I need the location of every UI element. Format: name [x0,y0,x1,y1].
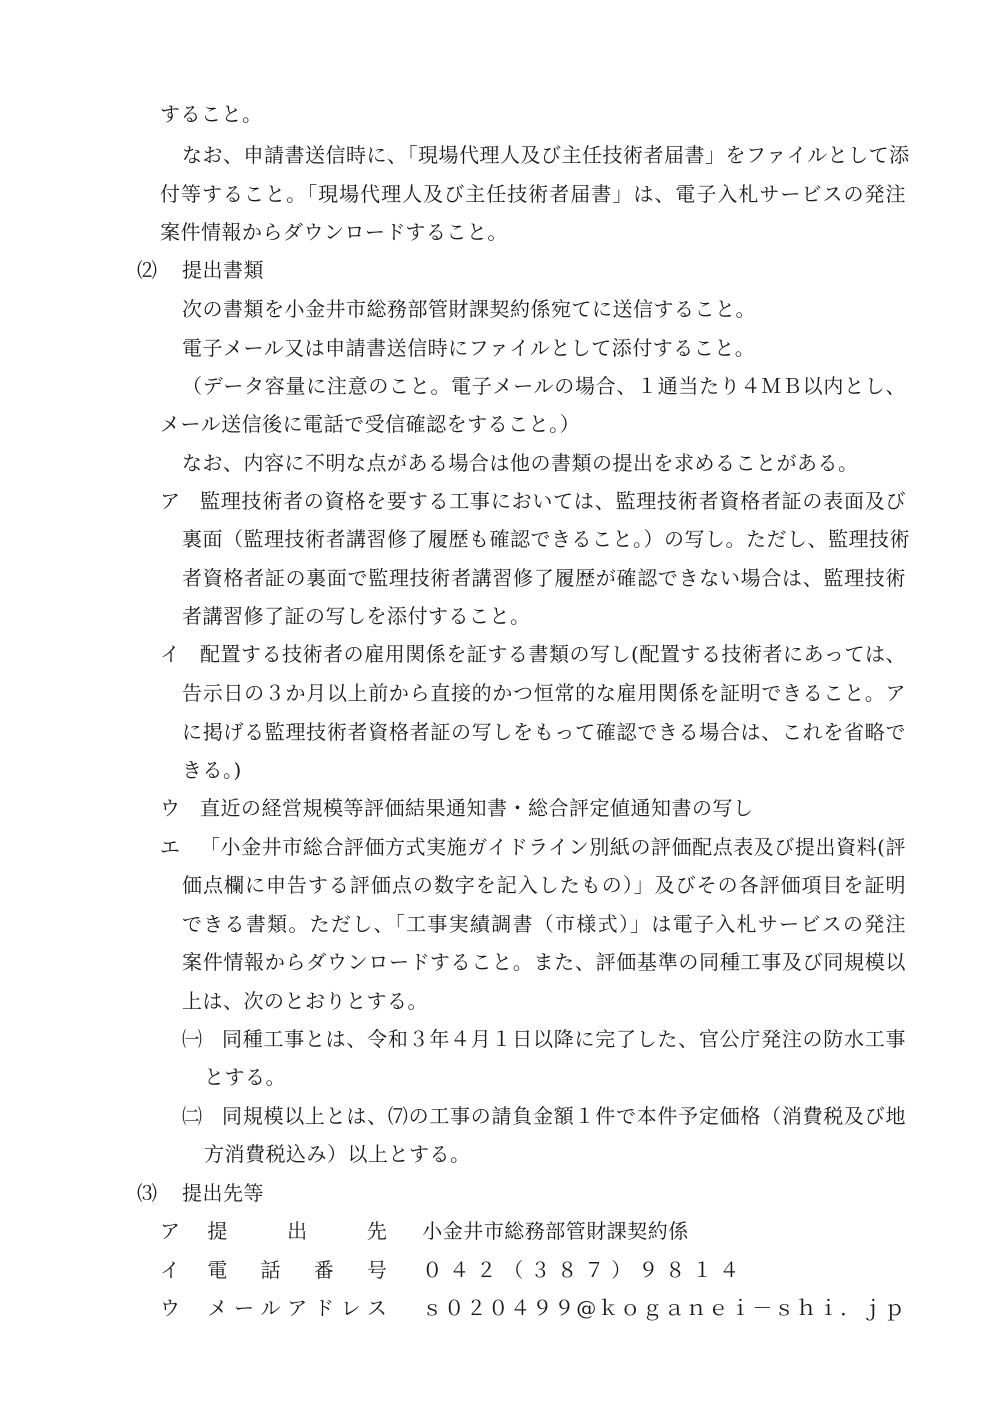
text-line: 価点欄に申告する評価点の数字を記入したもの）」及びその各評価項目を証明 [182,873,906,897]
text-line: 付等すること。「現場代理人及び主任技術者届書」は、電子入札サービスの発注 [160,182,906,206]
contact-label: メールアドレス [207,1296,388,1320]
email-address: ｓ０２０４９９@ｋｏｇａｎｅｉ－ｓｈｉ．ｊｐ [422,1296,907,1320]
contact-value: 小金井市総務部管財課契約係 [422,1219,689,1243]
contact-row-office [160,1217,689,1245]
contact-label: 電話番号 [207,1258,388,1282]
text-line: とする。 [204,1065,286,1089]
text-line: 方消費税込み）以上とする。 [204,1142,471,1166]
item-marker: ア [160,1219,181,1243]
section-heading: 提出書類 [182,258,264,282]
item-marker: イ [160,642,181,666]
phone-number: ０４２（３８７）９８１４ [422,1258,747,1282]
text-line: 同種工事とは、令和３年４月１日以降に完了した、官公庁発注の防水工事 [222,1027,906,1051]
text-line: 裏面（監理技術者講習修了履歴も確認できること。）の写し。ただし、監理技術 [182,527,910,551]
text-line: 次の書類を小金井市総務部管財課契約係宛てに送信すること。 [182,297,756,321]
section-number: ⑵ [137,258,158,282]
text-line: 直近の経営規模等評価結果通知書・総合評定値通知書の写し [200,796,754,820]
item-marker: ウ [160,1296,181,1320]
text-line: メール送信後に電話で受信確認をすること。） [160,412,581,436]
text-line: 者資格者証の裏面で監理技術者講習修了履歴が確認できない場合は、監理技術 [182,566,906,590]
text-line: 上は、次のとおりとする。 [182,989,428,1013]
text-line: 「小金井市総合評価方式実施ガイドライン別紙の評価配点表及び提出資料(評 [200,835,906,859]
text-line: なお、申請書送信時に、「現場代理人及び主任技術者届書」をファイルとして添 [182,143,910,167]
text-line: 告示日の３か月以上前から直接的かつ恒常的な雇用関係を証明できること。ア [182,681,906,705]
text-line: 案件情報からダウンロードすること。 [160,220,508,244]
item-marker: ア [160,489,181,513]
text-line: なお、内容に不明な点がある場合は他の書類の提出を求めることがある。 [182,451,859,475]
text-line: 監理技術者の資格を要する工事においては、監理技術者資格者証の表面及び [200,489,906,513]
text-line: 配置する技術者の雇用関係を証する書類の写し(配置する技術者にあっては、 [200,642,906,666]
text-line: （データ容量に注意のこと。電子メールの場合、１通当たり４ＭＢ以内とし、 [182,374,906,398]
section-heading: 提出先等 [182,1181,264,1205]
contact-row-phone [160,1256,746,1284]
section-number: ⑶ [137,1181,158,1205]
subitem-marker: ㈡ [182,1104,203,1128]
item-marker: イ [160,1258,181,1282]
text-line: きる。) [182,758,242,782]
text-line: 者講習修了証の写しを添付すること。 [182,604,531,628]
text-line: すること。 [160,102,263,126]
contact-row-email [160,1294,906,1322]
text-line: 同規模以上とは、⑺の工事の請負金額１件で本件予定価格（消費税及び地 [222,1104,906,1128]
text-line: 案件情報からダウンロードすること。また、評価基準の同種工事及び同規模以 [182,950,906,974]
text-line: 電子メール又は申請書送信時にファイルとして添付すること。 [182,336,756,360]
contact-label: 提出先 [207,1219,388,1243]
item-marker: エ [160,835,181,859]
subitem-marker: ㈠ [182,1027,203,1051]
text-line: できる書類。ただし、「工事実績調書（市様式）」は電子入札サービスの発注 [182,912,906,936]
text-line: に掲げる監理技術者資格者証の写しをもって確認できる場合は、これを省略で [182,720,906,744]
item-marker: ウ [160,796,181,820]
